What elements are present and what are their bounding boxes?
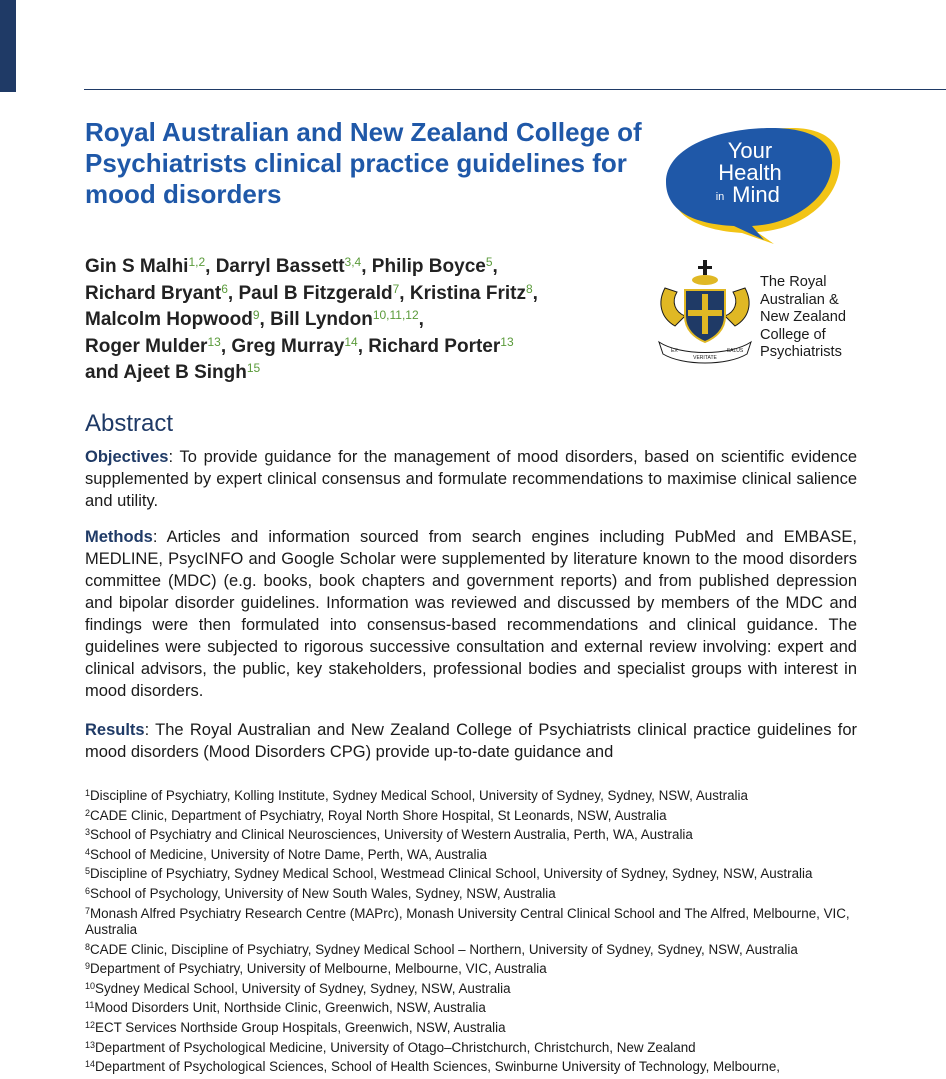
author-name: Kristina Fritz <box>409 282 526 304</box>
author-affiliation-marks: 8 <box>525 281 533 296</box>
author-name: Greg Murray <box>231 335 345 357</box>
affiliation-item: $^5$Discipline of Psychiatry, Sydney Medical School, Westmead Clinical School, University of Sydney, Sydney, NSW, Australia <box>85 866 813 882</box>
author-name: Gin S Malhi <box>85 256 189 277</box>
author-affiliation-marks: 10,11,12 <box>372 308 419 322</box>
abstract-results <box>85 719 857 763</box>
methods-label: Methods <box>85 528 153 546</box>
affiliation-item: $^1$Discipline of Psychiatry, Kolling Institute, Sydney Medical School, University of Sydney, Sydney, NSW, Australia <box>85 788 748 803</box>
affiliation-item: $^{10}$Sydney Medical School, University of Sydney, Sydney, NSW, Australia <box>85 980 511 996</box>
logo-word: Mind <box>732 182 780 207</box>
affiliation-item: $^7$Monash Alfred Psychiatry Research Centre (MAPrc), Monash University Central Clinical School and The Alfred, Melbourne, VIC, Australia <box>85 905 850 938</box>
affiliation-item: $^{14}$Department of Psychological Sciences, School of Health Sciences, Swinburne University of Technology, Melbourne, <box>85 1059 781 1075</box>
affiliation-item: $^6$School of Psychology, University of New South Wales, Sydney, NSW, Australia <box>85 885 556 901</box>
author-affiliation-marks: 13 <box>500 334 514 349</box>
author-affiliation-marks: 15 <box>246 361 261 375</box>
affiliation-item: $^4$School of Medicine, University of Notre Dame, Perth, WA, Australia <box>85 846 487 862</box>
crest-motto-word: VERITATE <box>693 355 717 361</box>
crest-right-supporter <box>725 288 749 326</box>
author-affiliation-marks: 14 <box>344 334 358 349</box>
author-name: Malcolm Hopwood <box>85 309 253 330</box>
author-affiliation-marks: 5 <box>485 255 493 269</box>
affiliation-item: $^9$Department of Psychiatry, University of Melbourne, Melbourne, VIC, Australia <box>85 961 547 977</box>
affiliation-item: $^{11}$Mood Disorders Unit, Northside Clinic, Greenwich, NSW, Australia <box>85 1000 486 1016</box>
logo-word: Health <box>718 160 782 185</box>
author-affiliation-marks: 6 <box>221 281 228 296</box>
author-affiliation-marks: 13 <box>207 334 221 349</box>
article-title: Royal Australian and New Zealand College of Psychiatrists clinical practice guidelines for mood disorders <box>85 117 642 209</box>
author-affiliation-marks: 9 <box>252 308 260 322</box>
author-list: Gin S Malhi$^{1,2}$, Darryl Bassett$^{3,4}$, Philip Boyce$^5$, Richard Bryant$^6$, Paul B Fitzgerald$^7$, Kristina Fritz$^8$, Malcolm Hopwood$^9$, Bill Lyndon$^{10,11,12}$, Roger Mulder$^{13}$, Greg Murray$^{14}$, Richard Porter$^{13}$ and Ajeet B Singh$^{15}$ <box>85 255 538 383</box>
author-name: Paul B Fitzgerald <box>238 282 393 304</box>
author-affiliation-marks: 1,2 <box>188 255 206 269</box>
objectives-text: : To provide guidance for the management of mood disorders, based on scientific evidence supplemented by expert clinical consensus and formulate recommendations to maximise clinical salience and utility. <box>85 448 857 510</box>
abstract-methods <box>85 526 857 702</box>
author-name: and Ajeet B Singh <box>85 362 247 383</box>
crest-motto-word: EX <box>671 348 678 354</box>
crest-cross <box>698 260 712 275</box>
author-name: Darryl Bassett <box>215 256 345 277</box>
author-affiliation-marks: 3,4 <box>344 255 362 269</box>
crest-crown <box>692 275 718 285</box>
methods-text: : Articles and information sourced from search engines including PubMed and EMBASE, MEDLINE, PsycINFO and Google Scholar were supplemented by literature known to the mood disorders committee (MDC) (e.g. books, book chapters and government reports) and from published depression and bipolar disorder guidelines. Information was reviewed and discussed by members of the MDC and findings were then formulated into consensus-based recommendations and clinical guidance. The guidelines were subjected to rigorous successive consultation and external review involving: expert and clinical advisors, the public, key stakeholders, professional bodies and specialist groups with interest in mood disorders. <box>85 528 857 700</box>
affiliation-item: $^2$CADE Clinic, Department of Psychiatry, Royal North Shore Hospital, St Leonards, NSW, Australia <box>85 807 667 823</box>
your-health-in-mind-logo <box>662 120 842 244</box>
college-crest-icon <box>655 258 755 368</box>
author-name: Philip Boyce <box>371 256 486 277</box>
affiliation-item: $^8$CADE Clinic, Discipline of Psychiatry, Sydney Medical School – Northern, University of Sydney, Sydney, NSW, Australia <box>85 941 798 957</box>
author-name: Bill Lyndon <box>270 309 373 330</box>
results-label: Results <box>85 721 145 739</box>
header-rule <box>84 89 946 90</box>
logo-word: Your <box>727 138 773 163</box>
page-edge-bar <box>0 0 16 92</box>
affiliation-item: $^{12}$ECT Services Northside Group Hospitals, Greenwich, NSW, Australia <box>85 1020 506 1036</box>
author-name: Richard Bryant <box>85 282 222 304</box>
affiliation-list <box>85 788 865 1079</box>
author-name: Richard Porter <box>368 335 501 357</box>
crest-left-supporter <box>661 288 685 326</box>
abstract-objectives <box>85 446 857 512</box>
crest-motto-word: SALUS <box>726 348 744 354</box>
logo-word: in <box>715 191 725 203</box>
author-name: Roger Mulder <box>85 335 208 357</box>
results-text: : The Royal Australian and New Zealand College of Psychiatrists clinical practice guidelines for mood disorders (Mood Disorders CPG) provide up-to-date guidance and <box>85 721 857 761</box>
college-name: The Royal Australian & New Zealand College of Psychiatrists <box>760 274 846 360</box>
abstract-heading: Abstract <box>85 410 174 437</box>
author-affiliation-marks: 7 <box>392 281 400 296</box>
objectives-label: Objectives <box>85 448 169 466</box>
affiliation-item: $^{13}$Department of Psychological Medicine, University of Otago–Christchurch, Christchurch, New Zealand <box>85 1039 696 1055</box>
affiliation-item: $^3$School of Psychiatry and Clinical Neurosciences, University of Western Australia, Perth, WA, Australia <box>85 827 693 843</box>
